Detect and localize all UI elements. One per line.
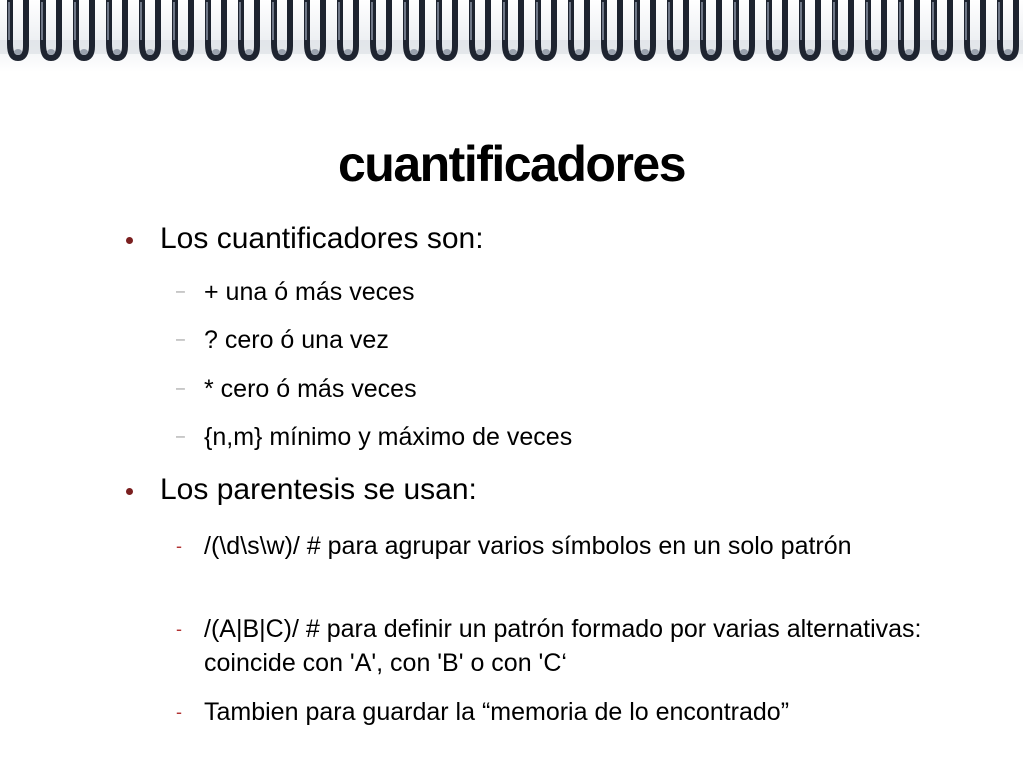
dash-icon: – xyxy=(176,283,185,300)
dash-icon: - xyxy=(176,702,182,722)
bullet-text: Los cuantificadores son: xyxy=(160,222,484,255)
dash-icon: – xyxy=(176,428,185,445)
dash-icon: - xyxy=(176,619,182,639)
slide-title: cuantificadores xyxy=(337,136,686,192)
sub-bullet-text: ? cero ó una vez xyxy=(204,326,389,354)
sub-bullet-text: /(A|B|C)/ # para definir un patrón formado por varias alternativas: coincide con 'A', con 'B' o con 'C‘ xyxy=(204,615,922,677)
sub-bullet-text: * cero ó más veces xyxy=(204,375,417,403)
sub-bullet-text: + una ó más veces xyxy=(204,278,415,306)
dash-icon: – xyxy=(176,331,185,348)
bullet-text: Los parentesis se usan: xyxy=(160,473,477,506)
bullet-dot-icon xyxy=(126,488,133,495)
sub-bullet-text: /(\d\s\w)/ # para agrupar varios símbolos en un solo patrón xyxy=(204,532,852,560)
dash-icon: - xyxy=(176,536,182,556)
sub-bullet-text: Tambien para guardar la “memoria de lo encontrado” xyxy=(204,698,790,726)
bullet-dot-icon xyxy=(126,237,133,244)
sub-bullet-text: {n,m} mínimo y máximo de veces xyxy=(204,423,573,451)
dash-icon: – xyxy=(176,380,185,397)
